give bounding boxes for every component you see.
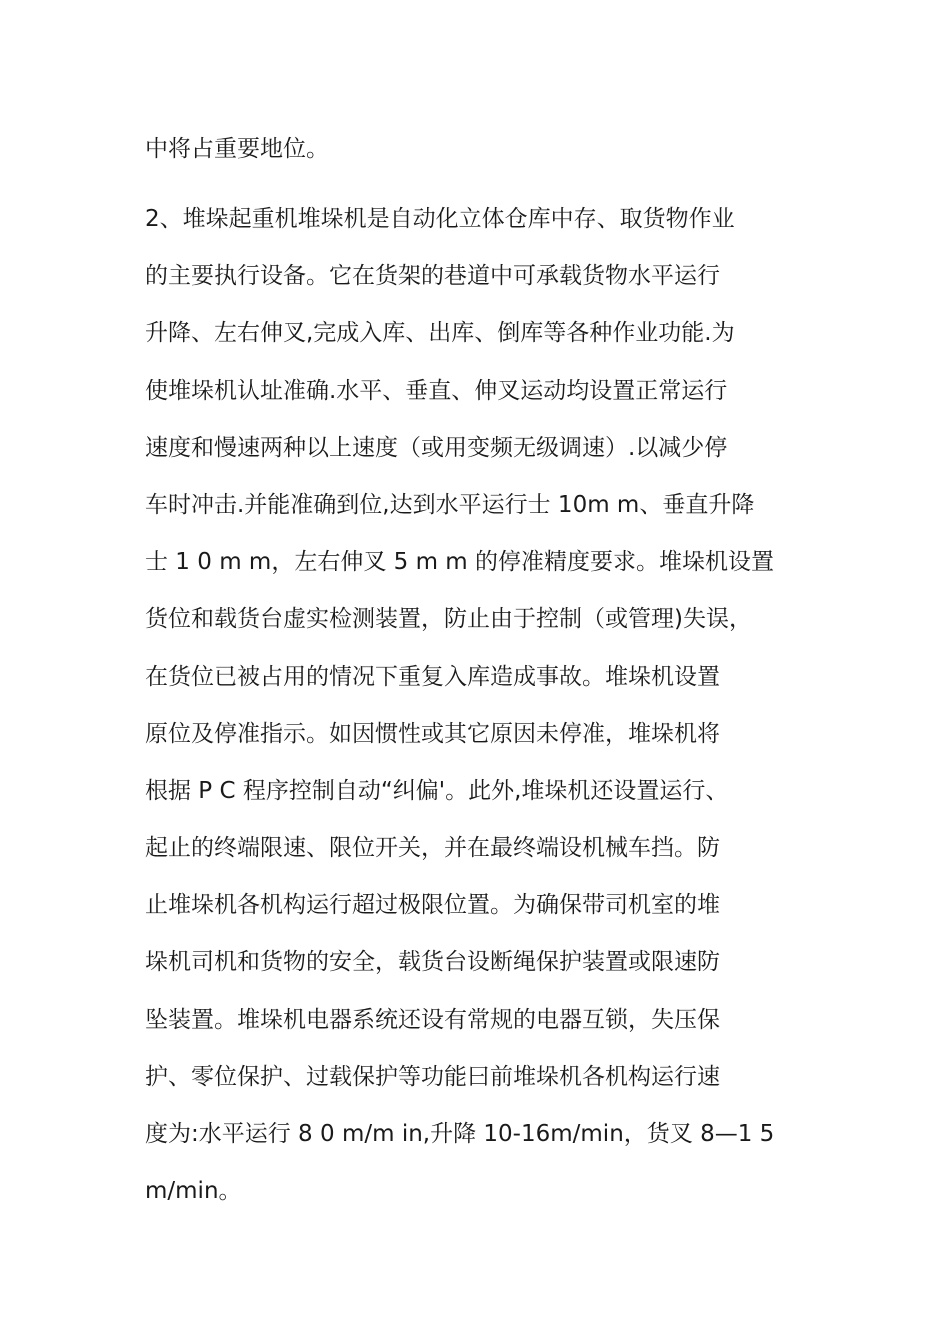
- text-line: 止堆垛机各机构运行超过极限位置。为确保带司机室的堆: [145, 892, 720, 919]
- text-line: 原位及停准指示。如因惯性或其它原因未停准，堆垛机将: [145, 720, 720, 747]
- text-line: 升降、左右伸叉,完成入库、出库、倒库等各种作业功能.为: [145, 320, 735, 347]
- text-line: 度为:水平运行 8 0 m/m in,升降 10-16m/min，货叉 8—1 5: [145, 1121, 775, 1147]
- text-line: 速度和慢速两种以上速度（或用变频无级调速）.以减少停: [145, 434, 728, 461]
- text-line: 起止的终端限速、限位开关，并在最终端设机械车挡。防: [145, 835, 720, 862]
- text-line: 车时冲击.并能准确到位,达到水平运行士 10m m、垂直升降: [145, 491, 755, 518]
- text-line: 使堆垛机认址准确.水平、垂直、伸叉运动均设置正常运行: [145, 377, 728, 404]
- text-line: m/min。: [145, 1178, 242, 1205]
- document-body: [145, 126, 815, 1225]
- text-line: 中将占重要地位。: [145, 136, 329, 162]
- text-line: 2、堆垛起重机堆垛机是自动化立体仓库中存、取货物作业: [145, 206, 735, 232]
- text-line: 根据 P C 程序控制自动“纠偏'。此外,堆垛机还设置运行、: [145, 777, 729, 804]
- text-line: 的主要执行设备。它在货架的巷道中可承载货物水平运行: [145, 263, 720, 290]
- text-line: 货位和载货台虚实检测装置，防止由于控制（或管理)失误，: [145, 606, 752, 633]
- text-line: 士 1 0 m m，左右伸叉 5 m m 的停准精度要求。堆垛机设置: [145, 549, 775, 576]
- text-line: 垛机司机和货物的安全，载货台设断绳保护装置或限速防: [145, 949, 720, 976]
- text-line: 护、零位保护、过载保护等功能曰前堆垛机各机构运行速: [145, 1063, 720, 1090]
- text-line: 坠装置。堆垛机电器系统还设有常规的电器互锁，失压保: [145, 1006, 720, 1033]
- text-line: 在货位已被占用的情况下重复入库造成事故。堆垛机设置: [145, 663, 720, 690]
